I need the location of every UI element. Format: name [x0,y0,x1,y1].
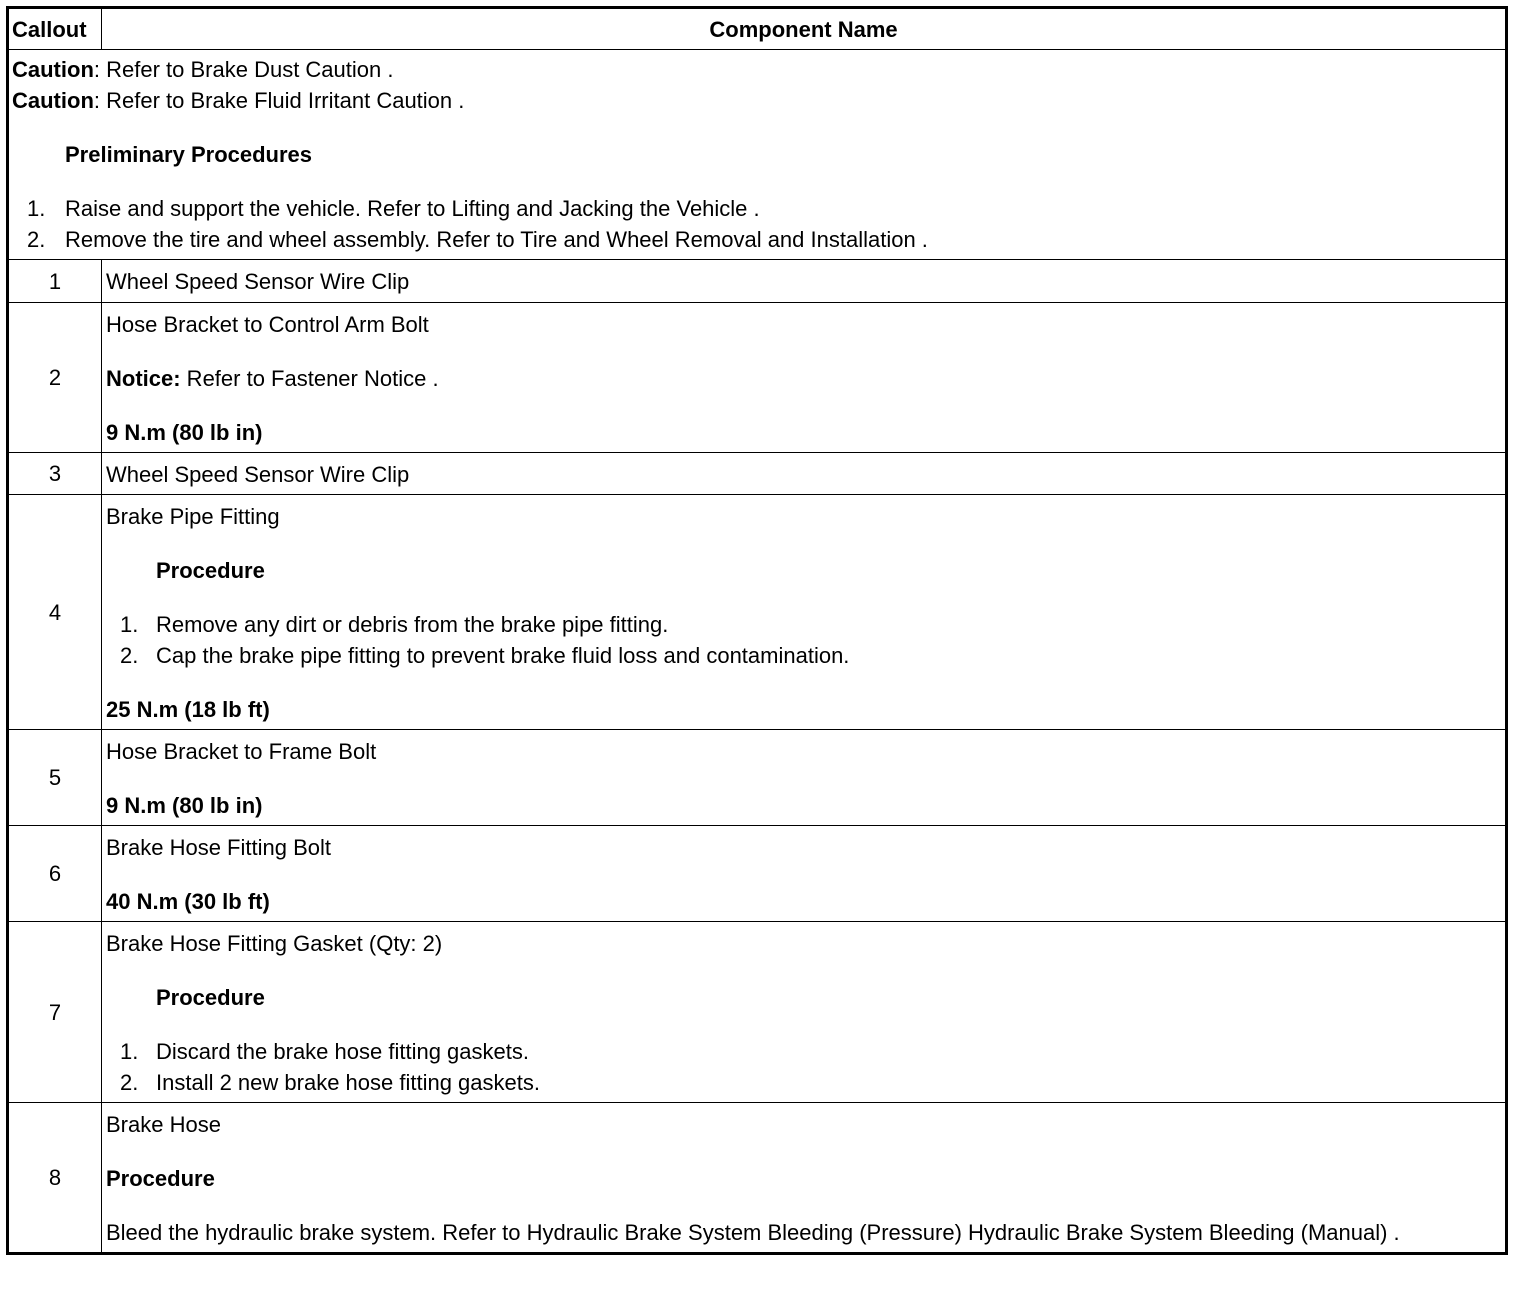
list-item [12,224,1502,255]
step-number: 1. [27,196,46,221]
step-number: 1. [120,612,139,637]
table-row [8,730,1507,826]
procedure-title: Procedure [156,985,265,1010]
callout-number: 7 [8,922,102,1103]
caution-line [12,54,1502,85]
torque-spec: 9 N.m (80 lb in) [106,420,263,445]
caution-line [12,85,1502,116]
step-text: Remove the tire and wheel assembly. Refer to Tire and Wheel Removal and Installation . [65,227,928,252]
header-row [8,8,1507,50]
callout-number: 2 [8,303,102,453]
component-cell [102,730,1507,826]
procedure-steps [106,1036,1501,1098]
callout-number: 3 [8,453,102,495]
step-text: Discard the brake hose fitting gaskets. [156,1039,529,1064]
component-name: Wheel Speed Sensor Wire Clip [106,462,410,487]
step-text: Remove any dirt or debris from the brake pipe fitting. [156,612,669,637]
component-name: Brake Pipe Fitting [106,504,280,529]
table-row [8,495,1507,730]
component-name: Wheel Speed Sensor Wire Clip [106,269,410,294]
list-item [106,609,1501,640]
step-number: 2. [120,1070,139,1095]
component-name: Brake Hose [106,1112,221,1137]
component-cell [102,453,1507,495]
callout-number: 1 [8,260,102,303]
step-number: 2. [27,227,46,252]
step-number: 1. [120,1039,139,1064]
component-name-header: Component Name [102,8,1507,50]
component-name: Hose Bracket to Frame Bolt [106,739,377,764]
component-name: Brake Hose Fitting Bolt [106,835,331,860]
caution-label: Caution [12,57,94,82]
component-cell [102,303,1507,453]
component-cell [102,260,1507,303]
callout-header: Callout [8,8,102,50]
procedure-steps [106,609,1501,671]
step-text: Raise and support the vehicle. Refer to Lifting and Jacking the Vehicle . [65,196,760,221]
preliminary-cell [8,50,1507,260]
caution-label: Caution [12,88,94,113]
component-cell [102,1103,1507,1254]
callout-number: 6 [8,826,102,922]
list-item [12,193,1502,224]
torque-spec: 40 N.m (30 lb ft) [106,889,270,914]
component-cell [102,826,1507,922]
table-row [8,453,1507,495]
step-number: 2. [120,643,139,668]
caution-text: : Refer to Brake Dust Caution . [93,57,394,82]
callout-number: 4 [8,495,102,730]
procedure-text: Bleed the hydraulic brake system. Refer to Hydraulic Brake System Bleeding (Pressure) Hydraulic Brake System Bleeding (Manual) . [106,1220,1400,1245]
table-row [8,826,1507,922]
notice-line [106,363,1501,394]
torque-spec: 9 N.m (80 lb in) [106,793,263,818]
list-item [106,1036,1501,1067]
step-text: Cap the brake pipe fitting to prevent brake fluid loss and contamination. [156,643,850,668]
list-item [106,1067,1501,1098]
callout-number: 8 [8,1103,102,1254]
component-table [6,6,1508,1255]
callout-number: 5 [8,730,102,826]
notice-label: Notice: [106,366,181,391]
component-cell [102,495,1507,730]
table-row [8,1103,1507,1254]
caution-text: : Refer to Brake Fluid Irritant Caution . [93,88,465,113]
torque-spec: 25 N.m (18 lb ft) [106,697,270,722]
preliminary-row [8,50,1507,260]
procedure-title: Procedure [156,558,265,583]
notice-text: Refer to Fastener Notice . [180,366,439,391]
procedure-title: Procedure [106,1166,215,1191]
component-name: Brake Hose Fitting Gasket (Qty: 2) [106,931,443,956]
preliminary-title: Preliminary Procedures [65,142,313,167]
list-item [106,640,1501,671]
table-row [8,922,1507,1103]
component-name: Hose Bracket to Control Arm Bolt [106,312,429,337]
component-cell [102,922,1507,1103]
step-text: Install 2 new brake hose fitting gaskets. [156,1070,540,1095]
table-row [8,303,1507,453]
table-row [8,260,1507,303]
preliminary-steps [12,193,1502,255]
